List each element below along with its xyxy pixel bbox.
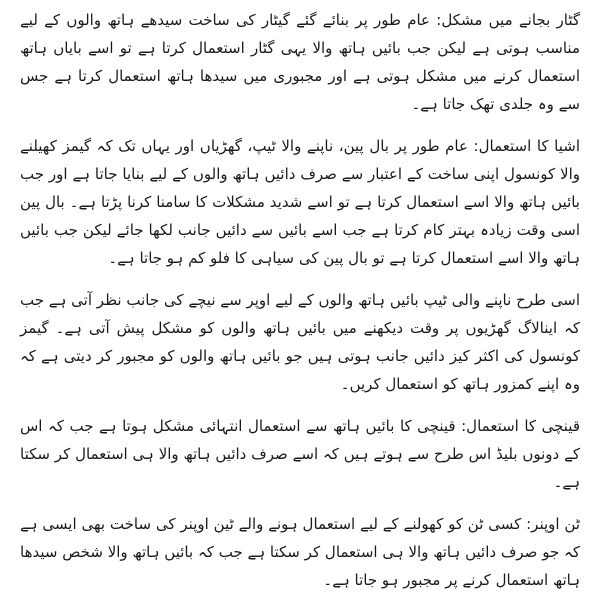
paragraph-guitar: گٹار بجانے میں مشکل: عام طور پر بنائے گئے گیٹار کی ساخت سیدھے ہاتھ والوں کے لیے مناسب ہوتی ہے لیکن جب بائیں ہاتھ والا یہی گٹار استعمال کرتا ہے تو اسے بایاں ہاتھ استعمال کرنے میں مشکل ہوتی ہے اور مجبوری میں سیدھا ہاتھ استعمال کرتا ہے جس سے وہ جلدی تھک جاتا ہے۔	[20, 11, 580, 113]
paragraph-scissors: قینچی کا استعمال: قینچی کا بائیں ہاتھ سے استعمال انتہائی مشکل ہوتا ہے جب کہ اس کے دونوں بلیڈ اس طرح سے ہوتے ہیں کہ اسے صرف دائیں ہاتھ والا ہی استعمال کر سکتا ہے۔	[20, 417, 580, 491]
paragraph-tape-watch: اسی طرح ناپنے والی ٹیپ بائیں ہاتھ والوں کے لیے اوپر سے نیچے کی جانب نظر آتی ہے جب کہ اینالاگ گھڑیوں پر وقت دیکھنے میں بائیں ہاتھ والوں کو مشکل پیش آتی ہے۔ گیمز کونسول کی اکثر کیز دائیں جانب ہوتی ہیں جو بائیں ہاتھ والوں کو مجبور کر دیتی ہے کہ وہ اپنے کمزور ہاتھ کو استعمال کریں۔	[20, 291, 580, 393]
paragraph-objects: اشیا کا استعمال: عام طور پر بال پین، ناپنے والا ٹیپ، گھڑیاں اور یہاں تک کہ گیمز کھیلنے والا کونسول اپنی ساخت کے اعتبار سے صرف دائیں ہاتھ والوں کے لیے بنایا جاتا ہے اور جب بائیں ہاتھ والا اسے استعمال کرتا ہے تو اسے شدید مشکلات کا سامنا کرنا پڑتا ہے۔ بال پین اسی وقت زیادہ بہتر کام کرتا ہے جب اسے بائیں سے دائیں جانب لکھا جائے لیکن جب بائیں ہاتھ والا اسے استعمال کرتا ہے تو بال پین کی سیاہی کا فلو کم ہو جاتا ہے۔	[20, 137, 580, 267]
paragraph-tin-opener: ٹن اوپنر: کسی ٹن کو کھولنے کے لیے استعمال ہونے والے ٹین اوپنر کی ساخت بھی ایسی ہے کہ جو صرف دائیں ہاتھ والا ہی استعمال کر سکتا ہے جب کہ بائیں ہاتھ والا شخص سیدھا ہاتھ استعمال کرنے پر مجبور ہو جاتا ہے۔	[20, 515, 580, 589]
